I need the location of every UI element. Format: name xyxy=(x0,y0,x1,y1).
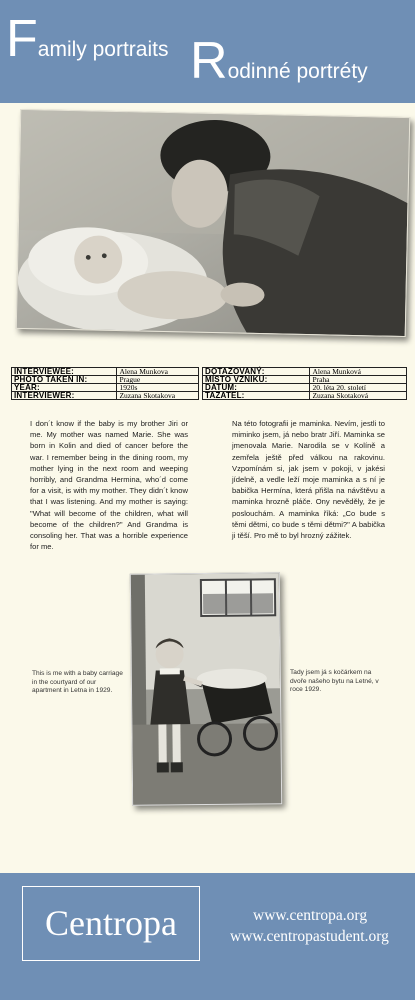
info-key: INTERVIEWEE: xyxy=(12,368,117,376)
girl-carriage-photo xyxy=(130,572,282,806)
info-value: Alena Munková xyxy=(310,368,407,376)
title-en-initial: F xyxy=(6,10,38,68)
info-value: Alena Munkova xyxy=(117,368,199,376)
info-key: PHOTO TAKEN IN: xyxy=(12,376,117,384)
story-english: I don´t know if the baby is my brother Jiri or me. My mother was named Marie. She was born in Kolin and died of cancer before the war. I remember being in the dining room, my mother lying in the next room and weeping horribly, and Grandma Hermina, who´d come for a visit, is with my mother. They didn´t know that I was listening. And my mother is saying: "What will become of the children, what will become of the children?" And Grandma is consoling her. That was a horrible experience for me. xyxy=(30,419,188,552)
story-czech: Na této fotografii je maminka. Nevím, jestli to miminko jsem, já nebo bratr Jiří. Maminka se jmenovala Marie. Narodila se v Kolíně a zemřela ještě před válkou na rakovinu. Vzpomínám si, jak jsem v pokoji, v jakési jídelně, a vedle leží moje maminka a s ní je babička Hermína, která přišla na návštěvu a maminka hrozně pláče. Ony nevěděly, že je poslouchám. A maminka říká: „Co bude s těmi dětmi, co bude s těmi dětmi?" A babička ji těší. Pro mě to byl hrozný zážitek. xyxy=(232,419,385,541)
table-row xyxy=(203,392,407,400)
mother-baby-illustration xyxy=(17,110,409,336)
info-value: Zuzana Skotaková xyxy=(310,392,407,400)
caption-english: This is me with a baby carriage in the courtyard of our apartment in Letna in 1929. xyxy=(32,670,123,695)
title-english xyxy=(6,10,169,68)
info-key: MÍSTO VZNIKU: xyxy=(203,376,310,384)
info-value: Zuzana Skotakova xyxy=(117,392,199,400)
website-link-centropa[interactable]: www.centropa.org xyxy=(253,907,368,924)
title-cz-initial: R xyxy=(190,32,228,90)
info-value: 1920s xyxy=(117,384,199,392)
centropa-logo[interactable]: Centropa xyxy=(45,903,177,943)
info-table-czech xyxy=(202,367,407,400)
info-value: Prague xyxy=(117,376,199,384)
info-key: YEAR: xyxy=(12,384,117,392)
info-table-english xyxy=(11,367,199,400)
info-key: TAZATEL: xyxy=(203,392,310,400)
title-czech xyxy=(190,32,368,90)
website-link-centropastudent[interactable]: www.centropastudent.org xyxy=(230,928,389,945)
table-row xyxy=(12,392,199,400)
caption-czech: Tady jsem já s kočárkem na dvoře našeho bytu na Letné, v roce 1929. xyxy=(290,669,379,694)
mother-baby-photo xyxy=(16,109,411,337)
info-key: DATUM: xyxy=(203,384,310,392)
info-key: INTERVIEWER: xyxy=(12,392,117,400)
girl-carriage-illustration xyxy=(131,573,281,805)
info-value: Praha xyxy=(310,376,407,384)
info-value: 20. léta 20. století xyxy=(310,384,407,392)
title-en-rest: amily portraits xyxy=(37,38,169,61)
info-key: DOTAZOVANÝ: xyxy=(203,368,310,376)
title-cz-rest: odinné portréty xyxy=(227,60,368,83)
